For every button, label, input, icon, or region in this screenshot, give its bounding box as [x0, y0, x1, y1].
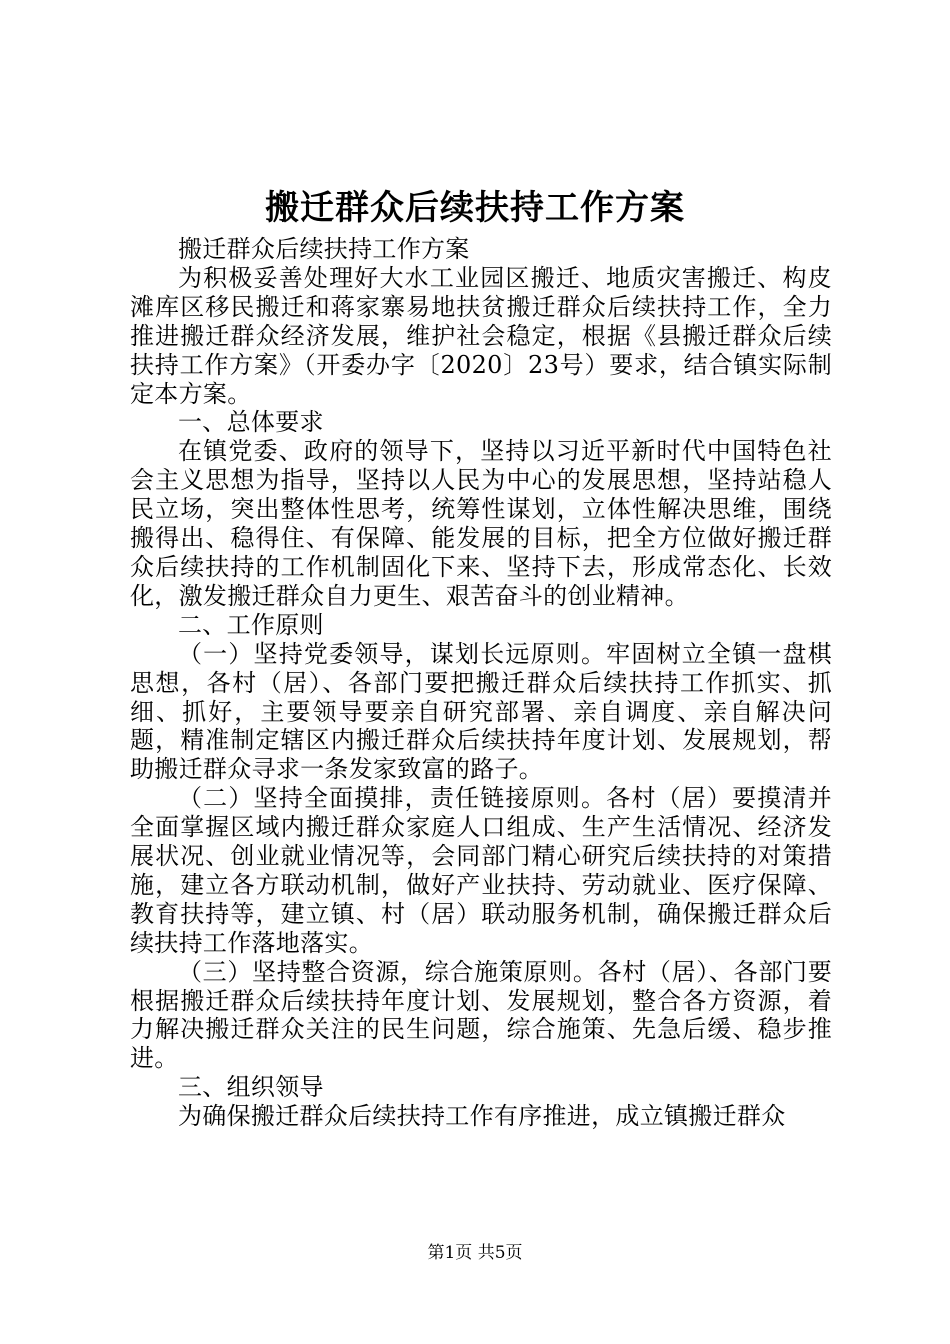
section-heading-organization: 三、组织领导	[178, 1073, 324, 1102]
paragraph-intro: 为积极妥善处理好大水工业园区搬迁、地质灾害搬迁、构皮滩库区移民搬迁和蒋家寨易地扶贫搬迁群众后续扶持工作，全力推进搬迁群众经济发展，维护社会稳定，根据《县搬迁群众后续扶持工作方案》（开委办字〔2020〕23号）要求，结合镇实际制定本方案。	[130, 263, 832, 408]
document-title: 搬迁群众后续扶持工作方案	[265, 188, 685, 228]
paragraph-subtitle: 搬迁群众后续扶持工作方案	[178, 235, 470, 263]
paragraph-principle-1: （一）坚持党委领导，谋划长远原则。牢固树立全镇一盘棋思想，各村（居）、各部门要把搬迁群众后续扶持工作抓实、抓细、抓好，主要领导要亲自研究部署、亲自调度、亲自解决问题，精准制定辖区内搬迁群众后续扶持年度计划、发展规划，帮助搬迁群众寻求一条发家致富的路子。	[130, 639, 832, 784]
document-body	[130, 235, 832, 1131]
page-footer: 第1页 共5页	[427, 1243, 523, 1263]
paragraph-organization: 为确保搬迁群众后续扶持工作有序推进，成立镇搬迁群众	[178, 1102, 786, 1131]
section-heading-general-requirements: 一、总体要求	[178, 408, 324, 437]
section-heading-work-principles: 二、工作原则	[178, 610, 324, 639]
paragraph-general-requirements: 在镇党委、政府的领导下，坚持以习近平新时代中国特色社会主义思想为指导，坚持以人民为中心的发展思想，坚持站稳人民立场，突出整体性思考，统筹性谋划，立体性解决思维，围绕搬得出、稳得住、有保障、能发展的目标，把全方位做好搬迁群众后续扶持的工作机制固化下来、坚持下去，形成常态化、长效化，激发搬迁群众自力更生、艰苦奋斗的创业精神。	[130, 437, 832, 610]
paragraph-principle-2: （二）坚持全面摸排，责任链接原则。各村（居）要摸清并全面掌握区域内搬迁群众家庭人口组成、生产生活情况、经济发展状况、创业就业情况等，会同部门精心研究后续扶持的对策措施，建立各方联动机制，做好产业扶持、劳动就业、医疗保障、教育扶持等，建立镇、村（居）联动服务机制，确保搬迁群众后续扶持工作落地落实。	[130, 784, 832, 957]
paragraph-principle-3: （三）坚持整合资源，综合施策原则。各村（居）、各部门要根据搬迁群众后续扶持年度计划、发展规划，整合各方资源，着力解决搬迁群众关注的民生问题，综合施策、先急后缓、稳步推进。	[130, 957, 832, 1073]
